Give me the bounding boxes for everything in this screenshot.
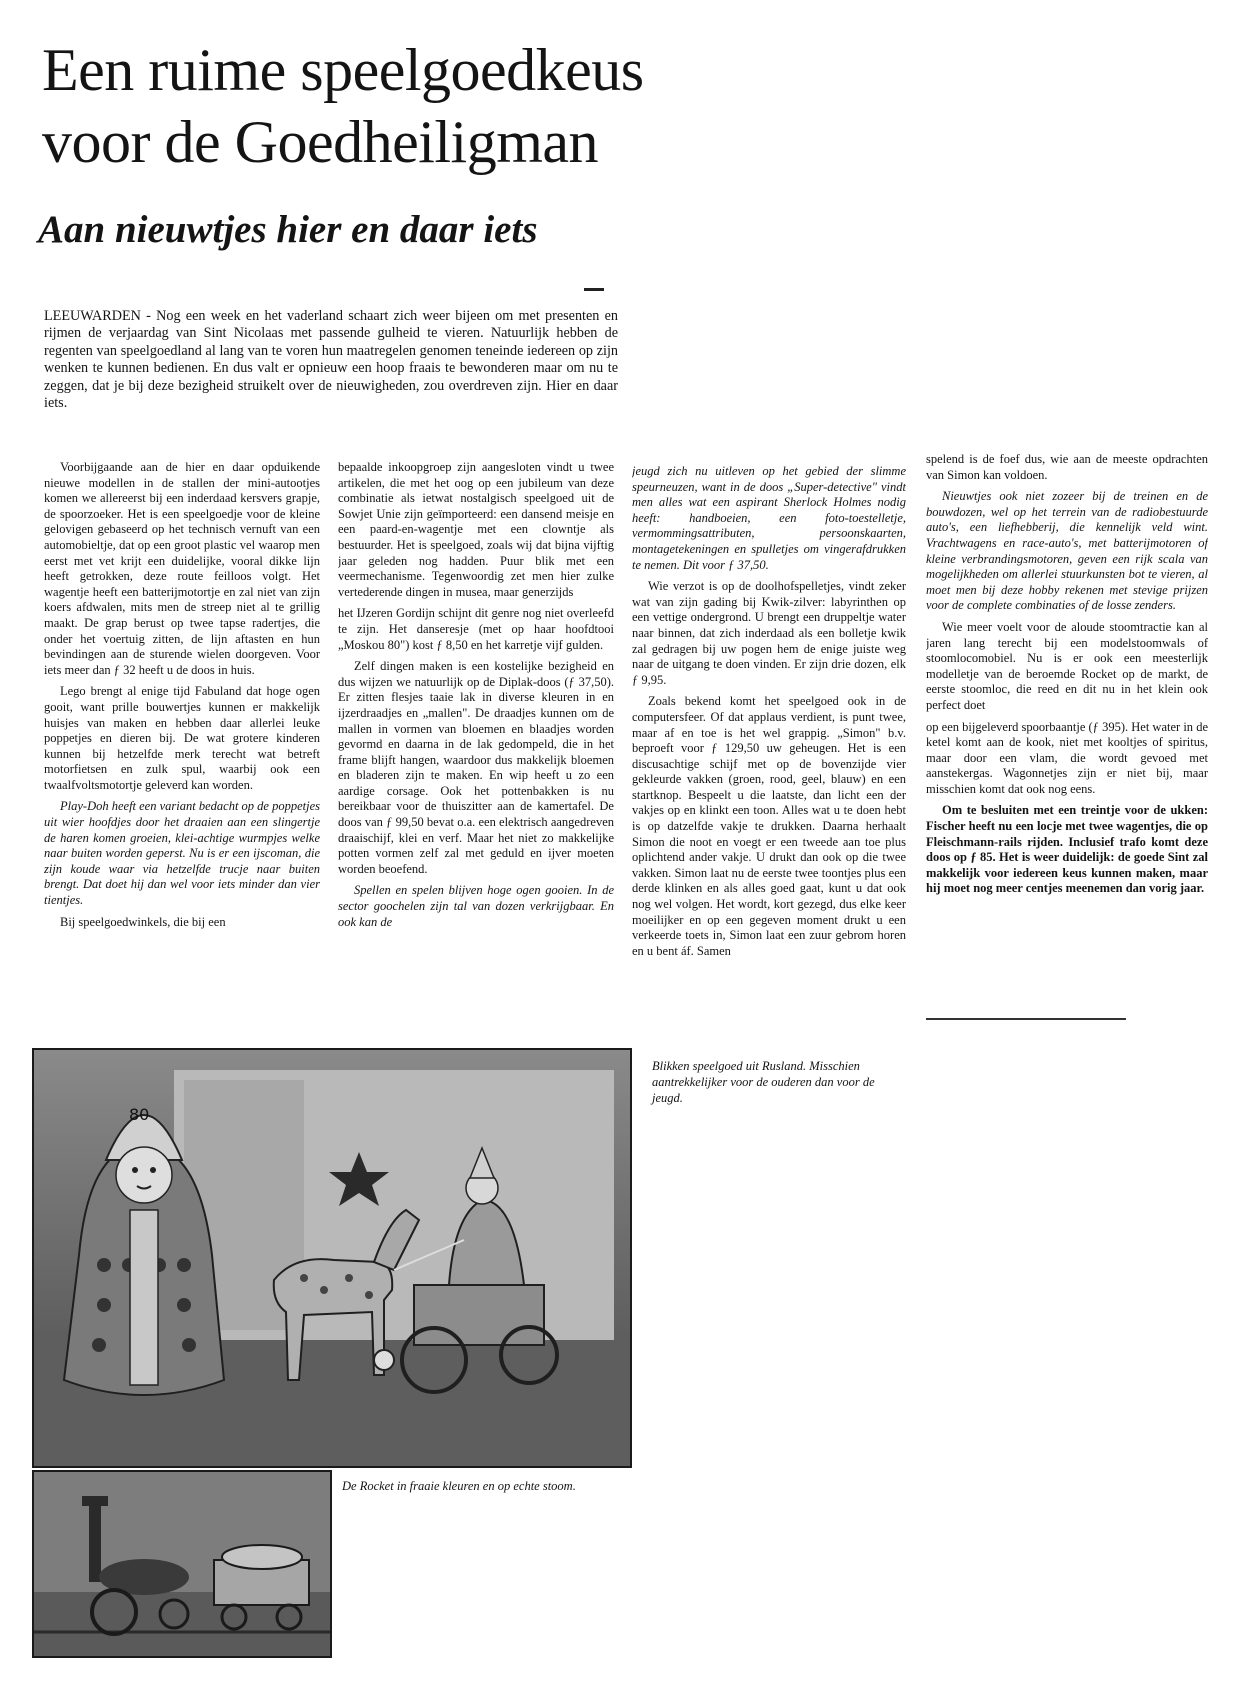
paragraph: Wie meer voelt voor de aloude stoomtractie kan al jaren lang terecht bij een modelstoomwals of stoomlocomobiel. Nu is er ook een meesterlijk modelletje van de beroemde Rocket op de markt, de eerste stoomloc, die reed en dit nu in het klein ook perfect doet (926, 619, 1208, 712)
paragraph: Bij speelgoedwinkels, die bij een (60, 914, 226, 929)
paragraph: Zelf dingen maken is een kostelijke bezigheid en dus wijzen we natuurlijk op de Diplak-doos (ƒ 37,50). Er zitten flesjes taaie lak in diverse kleuren in en ijzerdraadjes en „mallen". De draadjes kunnen om de mallen in vormen van bloemen en blaadjes worden gevormd en daarna in de lak gedompeld, die in het frame blijft hangen, waardoor dus makkelijk bloemen en bladeren zijn te maken. En wip heeft u zo een aardige corsage. Ook het pottenbakken is nu bereikbaar voor de thuiszitter aan de kamertafel. De doos van ƒ 99,50 bevat o.a. een elektrisch aangedreven draaischijf, klei en verf. Maar het niet zo makkelijke potten vormen zelf zal met geduld en ijver moeten worden beoefend. (338, 659, 614, 876)
caption-photo-1: Blikken speelgoed uit Rusland. Misschien aantrekkelijker voor de ouderen dan voor de jeugd. (652, 1059, 875, 1105)
headline-line-2: voor de Goedheiligman (42, 109, 599, 175)
paragraph: Spellen en spelen blijven hoge ogen gooien. In de sector goochelen zijn tal van dozen verkrijgbaar. En ook kan de (338, 883, 614, 929)
paragraph: het IJzeren Gordijn schijnt dit genre nog niet overleefd te zijn. Het danseresje (met op haar hoofdtooi „Moskou 80") kost ƒ 8,50 en het karretje vijf gulden. (338, 606, 614, 652)
paragraph: Nieuwtjes ook niet zozeer bij de treinen en de bouwdozen, wel op het terrein van de radiobestuurde auto's, een liefhebberij, die kennelijk veld wint. Vrachtwagens en race-auto's, met batterijmotoren of kleine verbrandingsmotoren, geven een rijk scala van mogelijkheden om allerlei stuurkunsten bot te vieren, al moet men bij deze hobby rekenen met stevige prijzen voor de complete combinaties of de losse zenders. (926, 489, 1208, 613)
article-column-4 (926, 452, 1208, 1012)
paragraph: Voorbijgaande aan de hier en daar opduikende nieuwe modellen in de stallen der mini-autootjes komen we allereerst bij een inderdaad kersvers grapje, de spoorzoeker. Het is een speelgoedje voor de kleine gelovigen gebaseerd op het technisch vernuft van een automobieltje, dat op een groot plastic vel waarop men eerst met vet krijt een duidelijke, vooral dikke lijn heeft getrokken, deze route feilloos volgt. Het wagentje heeft een batterijmotortje en zal niet van zijn koers afdwalen, mits men de streep niet al te grillig maakt. De grap berust op twee tapse radertjes, die onder het voertuig zitten, de lijn aftasten en hun bevindingen aan de sturende wielen doorgeven. Voor iets meer dan ƒ 32 heeft u de doos in huis. (44, 460, 320, 677)
article-column-1 (44, 460, 320, 1020)
caption-photo-2: De Rocket in fraaie kleuren en op echte stoom. (342, 1479, 576, 1493)
paragraph: Zoals bekend komt het speelgoed ook in de computersfeer. Of dat applaus verdient, is punt twee, maar af en toe is het wel grappig. „Simon" b.v. beproeft voor ƒ 129,50 uw geheugen. Het is een discusachtige schijf met op de bovenzijde vier gekleurde vakken (groen, rood, geel, blauw) en een startknop. Bespeelt u die laatste, dan licht een der vakjes op en klinkt een toon. Alles wat u te doen hebt is op datzelfde vakje te drukken. Daarna herhaalt Simon die noot en voegt er een tweede aan toe plus oplichtend ander vakje. U drukt dan ook op die twee vakken. Simon laat nu de eerste twee toontjes plus een derde klinken en als alles goed gaat, kunt u dat ook nog wel volgen. Het wordt, kort gezegd, dus elke keer moeilijker en op een gegeven moment drukt u een verkeerde toets in, Simon laat een zuur gebrom horen en u bent áf. Samen (632, 694, 906, 958)
paragraph: Om te besluiten met een treintje voor de ukken: Fischer heeft nu een locje met twee wagentjes, die op Fleischmann-rails rijden. Inclusief trafo komt deze doos op ƒ 85. Het is weer duidelijk: de goede Sint zal makkelijk voor iedereen keus kunnen maken, maar hij moet nog meer centjes meenemen dan vorig jaar. (926, 803, 1208, 896)
paragraph: spelend is de foef dus, wie aan de meeste opdrachten van Simon kan voldoen. (926, 452, 1208, 482)
headline (42, 34, 842, 178)
hat-label: 80 (129, 1105, 150, 1124)
paragraph: bepaalde inkoopgroep zijn aangesloten vindt u twee artikelen, die met het oog op een jubileum van deze combinatie als ietwat nostalgisch speelgoed uit de Sowjet Unie zijn geïmporteerd: een dansend meisje en een paard-en-wagentje met een clowntje als bestuurder. Het is speelgoed, zoals wij dat bijna vijftig jaar geleden nog hadden. Puur blik met een veermechanisme. Tegenwoordig zet men hier zulke vertederende dingen in musea, maar generzijds (338, 460, 614, 599)
subheadline: Aan nieuwtjes hier en daar iets (38, 208, 538, 251)
intro-divider (584, 288, 604, 291)
paragraph: jeugd zich nu uitleven op het gebied der slimme speurneuzen, want in de doos „Super-detective" vindt men alles wat een aspirant Sherlock Holmes nodig heeft: handboeien, een foto-toestelletje, vermommingsattributen, persoonskaarten, montagetekeningen en spulletjes om vingerafdrukken te nemen. Dit voor ƒ 37,50. (632, 464, 906, 572)
intro-paragraph: LEEUWARDEN - Nog een week en het vaderland schaart zich weer bijeen om met presenten en rijmen de verjaardag van Sint Nicolaas met passende gulheid te vieren. Natuurlijk hebben de regenten van speelgoedland al lang van te voren hun maatregelen genomen teneinde iedereen op zijn wenken te kunnen bedienen. En dus valt er opnieuw een hoop fraais te bewonderen maar om nu te zeggen, dat je bij deze bezigheid struikelt over de nieuwigheden, zou overdreven zijn. Hier en daar iets. (44, 308, 618, 412)
photo-rocket-locomotive (32, 1470, 332, 1658)
headline-line-1: Een ruime speelgoedkeus (42, 37, 644, 103)
photo-tin-toys (32, 1048, 632, 1468)
tin-toys-illustration (34, 1050, 630, 1466)
article-column-3 (632, 464, 906, 1034)
article-column-2 (338, 460, 614, 1030)
paragraph: Wie verzot is op de doolhofspelletjes, vindt zeker wat van zijn gading bij Kwik-zilver: labyrinthen op een vettige ondergrond. U brengt een druppeltje water naar binnen, dat zich inderdaad als een bolletje kwik zal gedragen bij uw pogen hem de enige juiste weg naar de uitgang te doen vinden. Er zijn drie dozen, elk ƒ 9,95. (632, 579, 906, 687)
rocket-illustration (34, 1472, 330, 1656)
paragraph: Lego brengt al enige tijd Fabuland dat hoge ogen gooit, want prille bouwertjes kunnen er makkelijk huisjes van maken en hebben daar allerlei leuke poppetjes en dieren bij. De wat grotere kinderen kunnen bij hetzelfde merk terecht wat betreft motorfietsen en zulk spul, waarbij ook een twaalfvoltsmotortje geleverd kan worden. (44, 684, 320, 792)
paragraph: Play-Doh heeft een variant bedacht op de poppetjes uit wier hoofdjes door het draaien aan een slingertje de haren komen groeien, klei-achtige wurmpjes welke naar buiten worden geperst. Nu is er een ijscoman, die zijn koude waar via hetzelfde trucje naar buiten brengt. Dat doet hij dan wel voor iets minder dan vier tientjes. (44, 799, 320, 908)
column-end-rule (926, 1018, 1126, 1020)
paragraph: op een bijgeleverd spoorbaantje (ƒ 395). Het water in de ketel komt aan de kook, niet met kooltjes of spiritus, maar door een vlam, die wordt gevoed met aanstekergas. Wagonnetjes zijn er niet bij, maar misschien komt dat ook nog eens. (926, 719, 1208, 796)
